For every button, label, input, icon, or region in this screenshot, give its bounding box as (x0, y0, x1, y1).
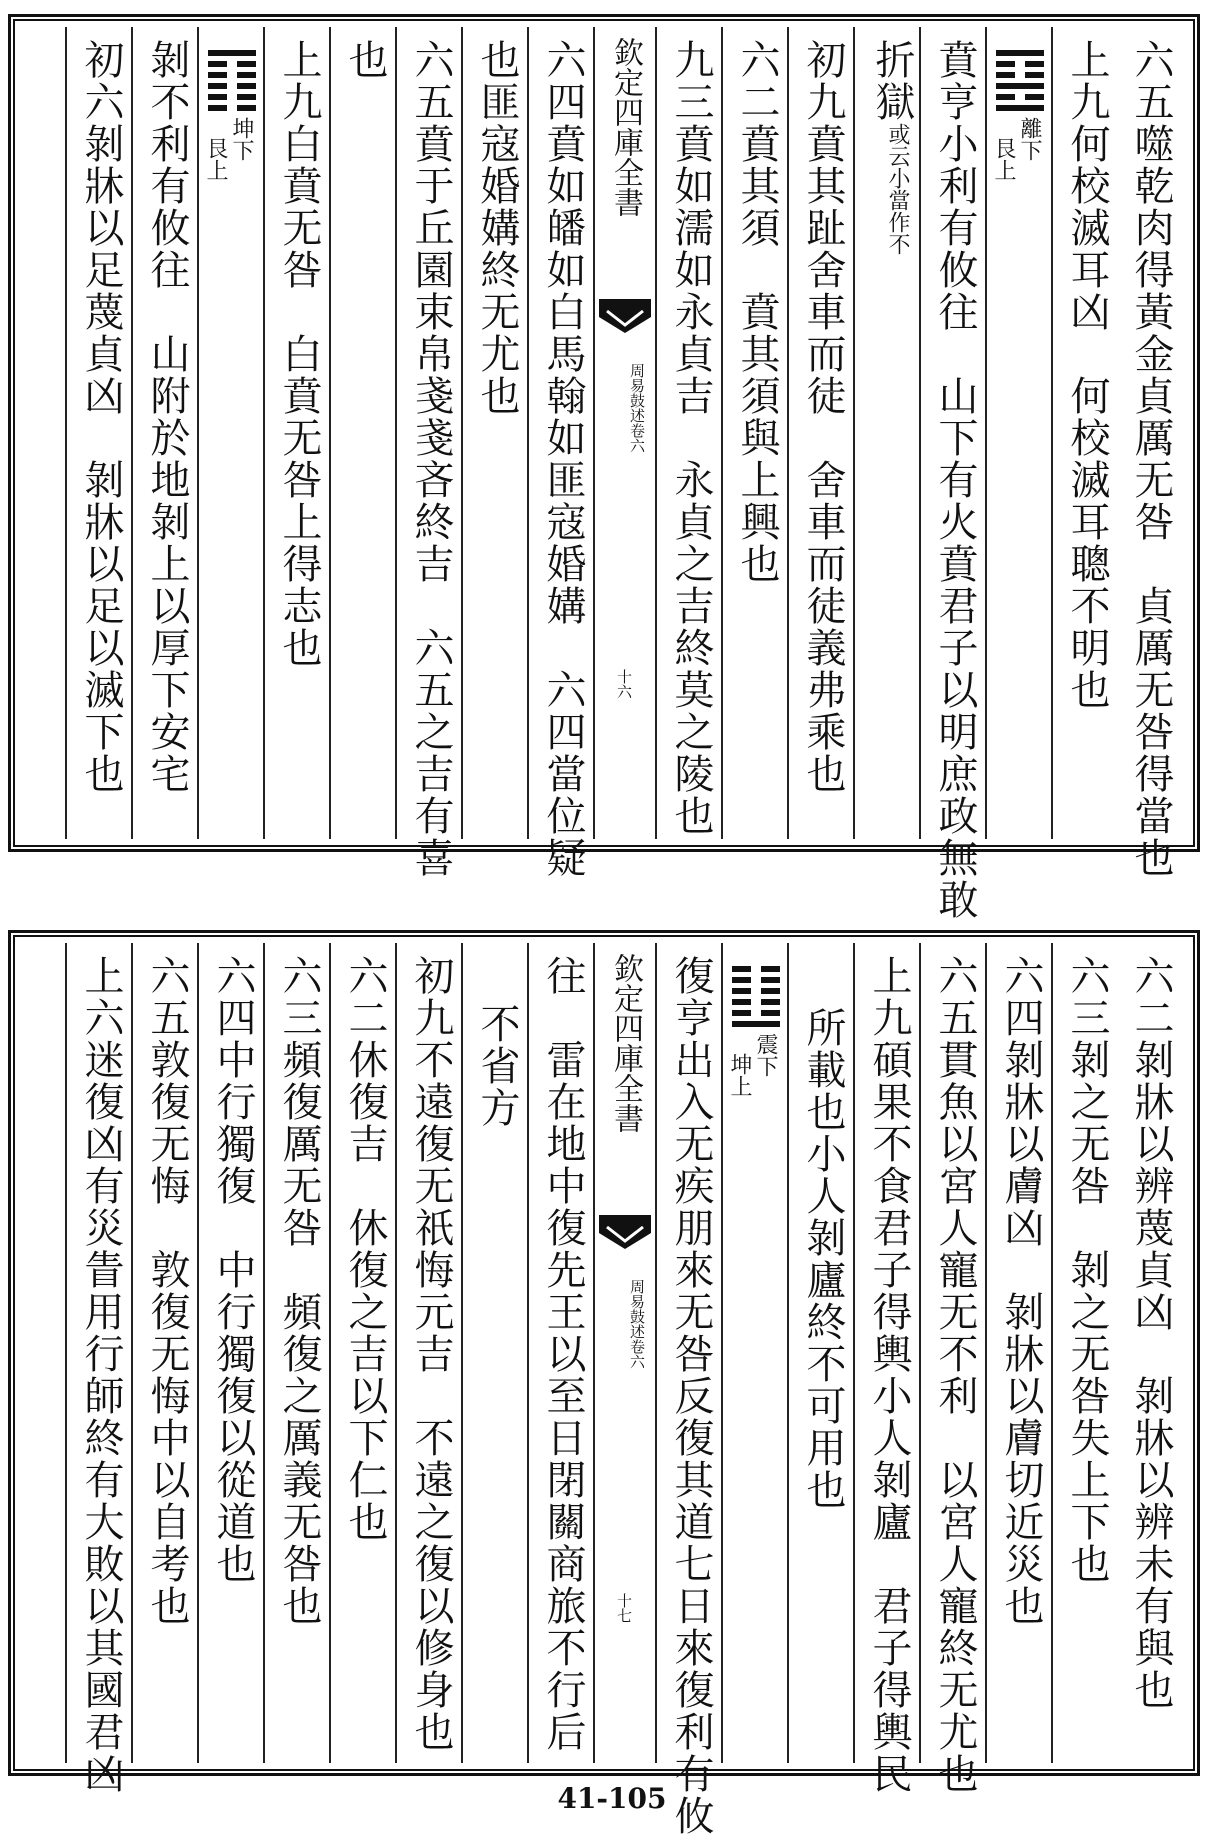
column (1051, 27, 1119, 839)
fish-tail-mark-icon (599, 1215, 651, 1259)
column (527, 27, 595, 879)
center-leaf: 十七 (615, 1593, 633, 1623)
column-text: 剝不利有攸往 山附於地剝上以厚下安宅 (144, 39, 190, 795)
page-number: 41-105 (557, 1782, 667, 1815)
column-text: 六五敦復无悔 敦復无悔中以自考也 (144, 955, 190, 1627)
column (919, 943, 987, 1795)
column-text: 六三頻復厲无咎 頻復之厲義无咎也 (276, 955, 322, 1627)
column (919, 27, 987, 921)
upper-trigram: 坤上 (727, 1053, 752, 1097)
center-title: 欽定四庫全書 (608, 37, 643, 217)
column-text: 初九不遠復无祇悔元吉 不遠之復以修身也 (408, 955, 454, 1753)
hexagram-bi-icon (996, 45, 1044, 116)
center-book-title: 周易鼓述 (628, 363, 646, 423)
hexagram-fu-icon (732, 961, 780, 1032)
center-fold (593, 943, 657, 1763)
column (461, 943, 529, 1763)
center-title: 欽定四庫全書 (608, 953, 643, 1133)
hexagram-cell (985, 27, 1053, 839)
column (655, 27, 723, 839)
center-book-title: 周易鼓述 (628, 1279, 646, 1339)
column (131, 27, 199, 839)
center-book (602, 363, 648, 453)
column (329, 943, 397, 1763)
column (65, 27, 133, 839)
column-text: 上九碩果不食君子得輿小人剝廬 君子得輿民 (866, 955, 912, 1795)
column (1117, 943, 1183, 1763)
center-volume: 卷六 (628, 1339, 646, 1369)
center-volume: 卷六 (628, 423, 646, 453)
column-text: 上九何校滅耳凶 何校滅耳聰不明也 (1064, 39, 1110, 711)
column (721, 27, 789, 839)
column (1117, 27, 1183, 879)
column-text: 六二剝牀以辨蔑貞凶 剝牀以辨未有與也 (1128, 955, 1174, 1711)
column-text: 往 雷在地中復先王以至日閉關商旅不行后 (540, 955, 586, 1753)
column-text: 六五貫魚以宮人寵无不利 以宮人寵終无尤也 (932, 955, 978, 1795)
column (527, 943, 595, 1763)
column (65, 943, 133, 1795)
column-text: 賁亨小利有攸往 山下有火賁君子以明庶政無敢 (932, 39, 978, 921)
column-text: 所載也小人剝廬終不可用也 (800, 1007, 846, 1511)
column (395, 27, 463, 879)
column (655, 943, 723, 1837)
column (263, 943, 331, 1763)
column-text: 六四剝牀以膚凶 剝牀以膚切近災也 (998, 955, 1044, 1627)
center-leaf: 十六 (615, 669, 633, 699)
column (263, 27, 331, 839)
upper-trigram: 艮上 (203, 137, 228, 181)
column-text: 六五賁于丘園束帛戔戔吝終吉 六五之吉有喜 (408, 39, 454, 879)
column (853, 943, 921, 1795)
column-text: 折獄 (869, 39, 915, 123)
column-text: 復亨出入无疾朋來无咎反復其道七日來復利有攸 (668, 955, 714, 1837)
column (329, 27, 397, 839)
column-text: 也匪寇婚媾終无尤也 (474, 39, 520, 417)
column-text: 上九白賁无咎 白賁无咎上得志也 (276, 39, 322, 669)
column (985, 943, 1053, 1763)
column-text: 六四賁如皤如白馬翰如匪寇婚媾 六四當位疑 (540, 39, 586, 879)
lower-trigram: 坤下 (229, 117, 254, 161)
column (853, 27, 921, 839)
column-text: 不省方 (474, 1003, 520, 1129)
column (787, 943, 855, 1763)
hexagram-cell (197, 27, 265, 839)
center-fold (593, 27, 657, 839)
fish-tail-mark-icon (599, 299, 651, 343)
lower-trigram: 震下 (753, 1033, 778, 1077)
column-text: 初六剝牀以足蔑貞凶 剝牀以足以滅下也 (78, 39, 124, 795)
column (461, 27, 529, 839)
column (1051, 943, 1119, 1763)
column-text: 六五噬乾肉得黃金貞厲无咎 貞厲无咎得當也 (1128, 39, 1174, 879)
lower-trigram: 離下 (1017, 117, 1042, 161)
center-book (602, 1279, 648, 1369)
column-text: 六二賁其須 賁其須與上興也 (734, 39, 780, 585)
hexagram-cell (721, 943, 789, 1763)
column-text: 上六迷復凶有災眚用行師終有大敗以其國君凶 (78, 955, 124, 1795)
top-page (8, 14, 1200, 921)
column (395, 943, 463, 1763)
column-text: 九三賁如濡如永貞吉 永貞之吉終莫之陵也 (668, 39, 714, 837)
upper-trigram: 艮上 (991, 137, 1016, 181)
column-text: 六三剝之无咎 剝之无咎失上下也 (1064, 955, 1110, 1585)
column-text: 初九賁其趾舍車而徒 舍車而徒義弗乘也 (800, 39, 846, 795)
column (197, 943, 265, 1763)
annotation-note: 或云小當作不 (885, 123, 910, 255)
column (131, 943, 199, 1763)
column (787, 27, 855, 839)
column-text: 六四中行獨復 中行獨復以從道也 (210, 955, 256, 1585)
column-text: 也 (342, 39, 388, 81)
hexagram-bo-icon (208, 45, 256, 116)
column-text: 六二休復吉 休復之吉以下仁也 (342, 955, 388, 1543)
